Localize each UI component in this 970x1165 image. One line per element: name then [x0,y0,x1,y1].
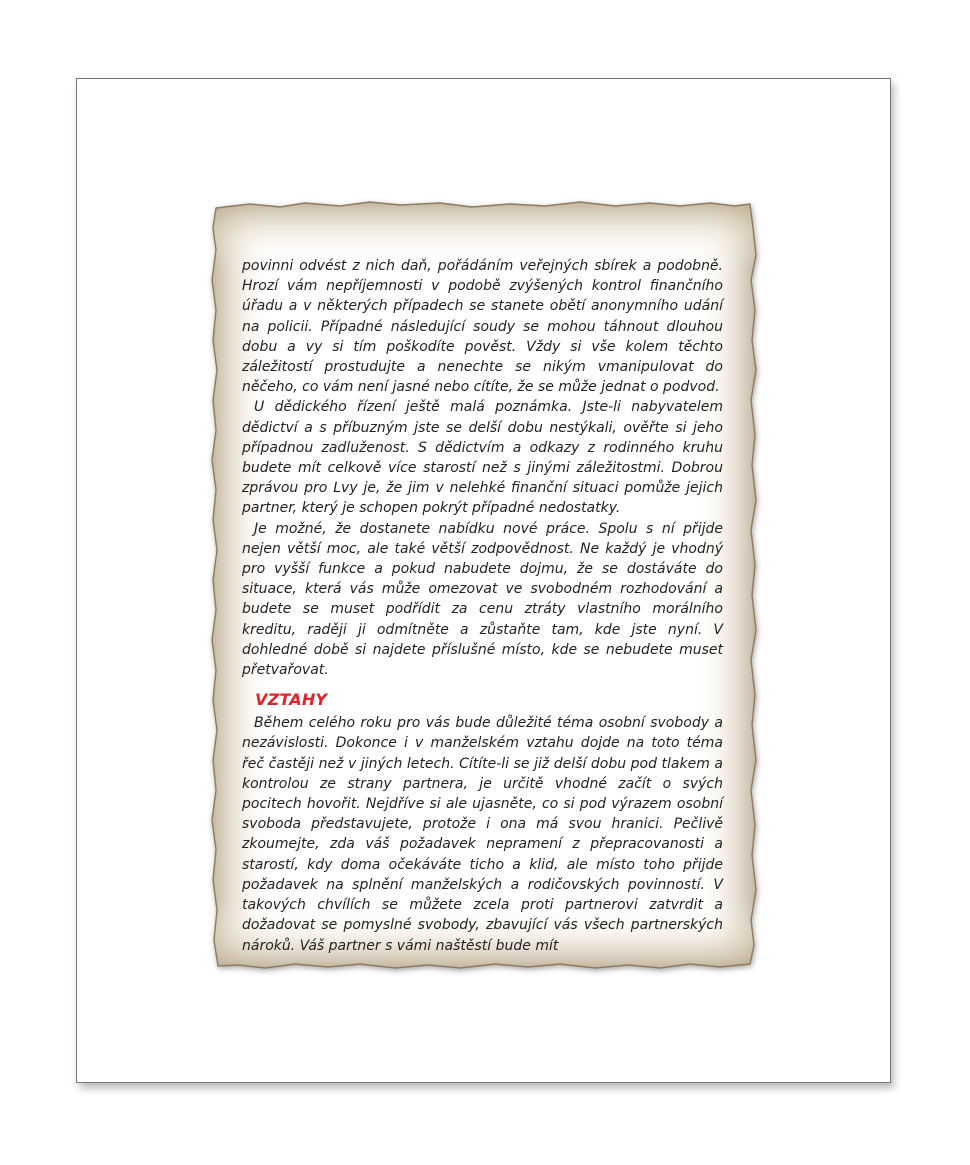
paragraph: povinni odvést z nich daň, pořádáním veřejných sbírek a podobně. Hrozí vám nepříjemnosti v podobě zvýšených kontrol finančního úřadu a v některých případech se stanete obětí anonymního udání na policii. Případné následující soudy se mohou táhnout dlouhou dobu a vy si tím poškodíte pověst. Vždy si vše kolem těchto záležitostí prostudujte a nenechte se nikým vmanipulovat do něčeho, co vám není jasné nebo cítíte, že se může jednat o podvod. [242,258,723,396]
document-text [242,256,723,956]
paragraph: U dědického řízení ještě malá poznámka. Jste-li nabyvatelem dědictví a s příbuzným jste se delší dobu nestýkali, ověřte si jeho případnou zadluženost. S dědictvím a odkazy z rodinného kruhu budete mít celkově více starostí než s jinými záležitostmi. Dobrou zprávou pro Lvy je, že jim v nelehké finanční situaci pomůže jejich partner, který je schopen pokrýt případné nedostatky. [242,399,723,517]
paragraph: Během celého roku pro vás bude důležité téma osobní svobody a nezávislosti. Dokonce i v manželském vztahu dojde na toto téma řeč častěji než v jiných letech. Cítíte-li se již delší dobu pod tlakem a kontrolou ze strany partnera, je určitě vhodné začít o svých pocitech hovořit. Nejdříve si ale ujasněte, co si pod výrazem osobní svoboda představujete, protože i ona má svou hranici. Pečlivě zkoumejte, zda váš požadavek nepramení z přepracovanosti a starostí, kdy doma očekáváte ticho a klid, ale místo toho přijde požadavek na splnění manželských a rodičovských povinností. V takových chvílích se můžete zcela proti partnerovi zatvrdit a dožadovat se pomyslné svobody, zbavující vás všech partnerských nároků. Váš partner s vámi naštěstí bude mít [242,715,723,954]
section-heading: VZTAHY [255,690,328,710]
paragraph: Je možné, že dostanete nabídku nové práce. Spolu s ní přijde nejen větší moc, ale také větší zodpovědnost. Ne každý je vhodný pro vyšší funkce a pokud nabudete dojmu, že se dostáváte do situace, která vás může omezovat ve svobodném rozhodování a budete se muset podřídit za cenu ztráty vlastního morálního kreditu, raději ji odmítněte a zůstaňte tam, kde jste nyní. V dohledné době si najdete příslušné místo, kde se nebudete muset přetvařovat. [242,520,723,679]
